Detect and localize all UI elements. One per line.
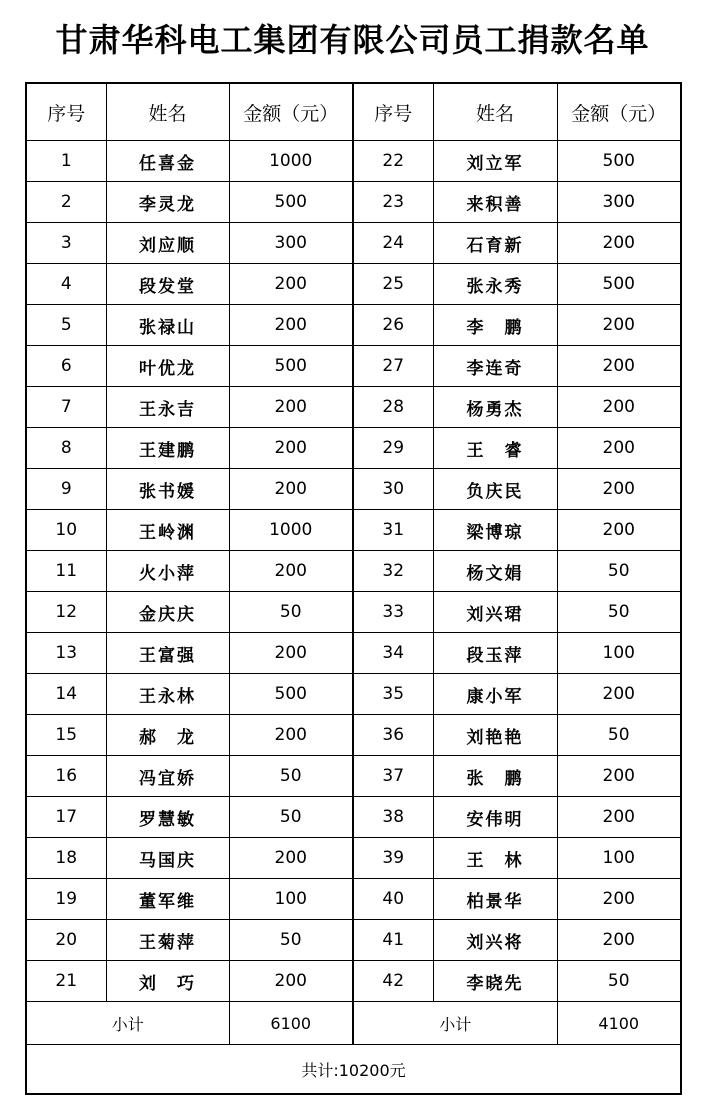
donor-name-left: 李灵龙: [106, 182, 229, 223]
donor-name-left: 王建鹏: [106, 428, 229, 469]
row-number-left: 14: [26, 674, 106, 715]
table-row: [26, 182, 681, 223]
table-row: [26, 879, 681, 920]
row-number-left: 20: [26, 920, 106, 961]
donation-amount-left: 500: [229, 674, 353, 715]
row-number-right: 35: [353, 674, 433, 715]
donation-amount-left: 200: [229, 551, 353, 592]
donor-name-left: 王永林: [106, 674, 229, 715]
table-row: [26, 592, 681, 633]
donor-name-right: 来积善: [433, 182, 557, 223]
table-row: [26, 797, 681, 838]
donor-name-right: 张永秀: [433, 264, 557, 305]
row-number-left: 19: [26, 879, 106, 920]
table-row: [26, 674, 681, 715]
row-number-right: 22: [353, 141, 433, 182]
donation-amount-left: 200: [229, 715, 353, 756]
table-row: [26, 469, 681, 510]
donor-name-right: 梁博琼: [433, 510, 557, 551]
row-number-left: 8: [26, 428, 106, 469]
table-row: [26, 633, 681, 674]
donation-amount-right: 500: [557, 264, 681, 305]
donation-amount-left: 50: [229, 920, 353, 961]
donor-name-left: 王菊萍: [106, 920, 229, 961]
donor-name-left: 王富强: [106, 633, 229, 674]
row-number-right: 39: [353, 838, 433, 879]
table-row: [26, 961, 681, 1002]
donor-name-left: 张书媛: [106, 469, 229, 510]
donor-name-right: 杨勇杰: [433, 387, 557, 428]
donation-amount-right: 200: [557, 469, 681, 510]
donation-amount-right: 500: [557, 141, 681, 182]
donation-amount-right: 200: [557, 879, 681, 920]
donation-amount-left: 50: [229, 797, 353, 838]
grand-total: 共计:10200元: [26, 1045, 681, 1095]
table-row: [26, 346, 681, 387]
donor-name-left: 火小萍: [106, 551, 229, 592]
donation-amount-right: 100: [557, 838, 681, 879]
donor-name-right: 刘兴将: [433, 920, 557, 961]
row-number-right: 24: [353, 223, 433, 264]
donation-amount-right: 200: [557, 346, 681, 387]
row-number-left: 17: [26, 797, 106, 838]
donor-name-left: 罗慧敏: [106, 797, 229, 838]
table-row: [26, 428, 681, 469]
donor-name-right: 杨文娟: [433, 551, 557, 592]
header-name-right: 姓名: [433, 83, 557, 141]
donor-name-right: 段玉萍: [433, 633, 557, 674]
donation-amount-left: 1000: [229, 141, 353, 182]
table-row: [26, 387, 681, 428]
donor-name-right: 李连奇: [433, 346, 557, 387]
donor-name-right: 康小军: [433, 674, 557, 715]
donation-amount-left: 200: [229, 428, 353, 469]
donor-name-left: 马国庆: [106, 838, 229, 879]
row-number-right: 41: [353, 920, 433, 961]
row-number-left: 21: [26, 961, 106, 1002]
row-number-left: 4: [26, 264, 106, 305]
donor-name-right: 李晓先: [433, 961, 557, 1002]
row-number-right: 29: [353, 428, 433, 469]
row-number-right: 30: [353, 469, 433, 510]
row-number-left: 6: [26, 346, 106, 387]
row-number-right: 28: [353, 387, 433, 428]
subtotal-right-value: 4100: [557, 1002, 681, 1045]
donor-name-right: 安伟明: [433, 797, 557, 838]
donation-amount-right: 200: [557, 428, 681, 469]
donation-amount-right: 200: [557, 797, 681, 838]
header-amount-right: 金额（元）: [557, 83, 681, 141]
row-number-left: 7: [26, 387, 106, 428]
row-number-left: 9: [26, 469, 106, 510]
donor-name-right: 王 睿: [433, 428, 557, 469]
table-row: [26, 920, 681, 961]
table-row: [26, 715, 681, 756]
row-number-right: 25: [353, 264, 433, 305]
donation-amount-right: 200: [557, 305, 681, 346]
donation-amount-left: 200: [229, 633, 353, 674]
donation-amount-right: 200: [557, 920, 681, 961]
donor-name-right: 负庆民: [433, 469, 557, 510]
row-number-left: 16: [26, 756, 106, 797]
header-no-left: 序号: [26, 83, 106, 141]
donation-amount-left: 200: [229, 961, 353, 1002]
donor-name-left: 冯宜娇: [106, 756, 229, 797]
document-title: 甘肃华科电工集团有限公司员工捐款名单: [55, 21, 650, 59]
donation-amount-right: 50: [557, 592, 681, 633]
header-amount-left: 金额（元）: [229, 83, 353, 141]
donation-amount-left: 200: [229, 387, 353, 428]
donation-amount-right: 100: [557, 633, 681, 674]
row-number-left: 13: [26, 633, 106, 674]
donation-amount-left: 50: [229, 592, 353, 633]
donation-amount-left: 200: [229, 838, 353, 879]
row-number-right: 33: [353, 592, 433, 633]
table-row: [26, 838, 681, 879]
subtotal-row: [26, 1002, 681, 1045]
subtotal-label-left: 小计: [26, 1002, 229, 1045]
row-number-right: 27: [353, 346, 433, 387]
donor-name-left: 叶优龙: [106, 346, 229, 387]
donation-amount-left: 500: [229, 182, 353, 223]
donation-amount-left: 500: [229, 346, 353, 387]
donation-amount-right: 300: [557, 182, 681, 223]
donation-amount-right: 200: [557, 223, 681, 264]
donor-name-left: 王永吉: [106, 387, 229, 428]
row-number-right: 23: [353, 182, 433, 223]
donor-name-left: 刘 巧: [106, 961, 229, 1002]
donor-name-right: 张 鹏: [433, 756, 557, 797]
donor-name-right: 石育新: [433, 223, 557, 264]
donor-name-right: 刘立军: [433, 141, 557, 182]
row-number-right: 42: [353, 961, 433, 1002]
row-number-left: 11: [26, 551, 106, 592]
donor-name-left: 金庆庆: [106, 592, 229, 633]
donor-name-left: 董军维: [106, 879, 229, 920]
donation-amount-right: 50: [557, 715, 681, 756]
row-number-right: 36: [353, 715, 433, 756]
donation-amount-left: 200: [229, 264, 353, 305]
donation-amount-right: 200: [557, 510, 681, 551]
donor-name-right: 刘艳艳: [433, 715, 557, 756]
donation-amount-left: 200: [229, 305, 353, 346]
header-row: [26, 83, 681, 141]
donation-amount-left: 100: [229, 879, 353, 920]
donor-name-left: 任喜金: [106, 141, 229, 182]
donor-name-left: 郝 龙: [106, 715, 229, 756]
donation-amount-right: 50: [557, 961, 681, 1002]
total-row: [26, 1045, 681, 1095]
row-number-right: 38: [353, 797, 433, 838]
donation-amount-right: 200: [557, 674, 681, 715]
row-number-left: 5: [26, 305, 106, 346]
row-number-left: 10: [26, 510, 106, 551]
row-number-left: 2: [26, 182, 106, 223]
donor-name-right: 柏景华: [433, 879, 557, 920]
table-row: [26, 141, 681, 182]
donation-amount-left: 50: [229, 756, 353, 797]
row-number-left: 3: [26, 223, 106, 264]
header-name-left: 姓名: [106, 83, 229, 141]
table-row: [26, 551, 681, 592]
table-row: [26, 223, 681, 264]
row-number-right: 34: [353, 633, 433, 674]
donation-amount-left: 1000: [229, 510, 353, 551]
donation-amount-right: 200: [557, 756, 681, 797]
donation-amount-right: 50: [557, 551, 681, 592]
header-no-right: 序号: [353, 83, 433, 141]
table-row: [26, 305, 681, 346]
row-number-right: 26: [353, 305, 433, 346]
donor-name-right: 李 鹏: [433, 305, 557, 346]
donor-name-left: 王岭渊: [106, 510, 229, 551]
donor-name-right: 王 林: [433, 838, 557, 879]
row-number-left: 15: [26, 715, 106, 756]
row-number-left: 18: [26, 838, 106, 879]
row-number-left: 12: [26, 592, 106, 633]
row-number-right: 37: [353, 756, 433, 797]
table-row: [26, 756, 681, 797]
donation-amount-left: 300: [229, 223, 353, 264]
row-number-right: 32: [353, 551, 433, 592]
row-number-right: 31: [353, 510, 433, 551]
donation-amount-right: 200: [557, 387, 681, 428]
donor-name-left: 刘应顺: [106, 223, 229, 264]
table-row: [26, 510, 681, 551]
subtotal-left-value: 6100: [229, 1002, 353, 1045]
donation-table: [25, 82, 682, 1095]
donation-amount-left: 200: [229, 469, 353, 510]
donor-name-right: 刘兴珺: [433, 592, 557, 633]
row-number-right: 40: [353, 879, 433, 920]
subtotal-label-right: 小计: [353, 1002, 557, 1045]
table-row: [26, 264, 681, 305]
row-number-left: 1: [26, 141, 106, 182]
donor-name-left: 张禄山: [106, 305, 229, 346]
donor-name-left: 段发堂: [106, 264, 229, 305]
